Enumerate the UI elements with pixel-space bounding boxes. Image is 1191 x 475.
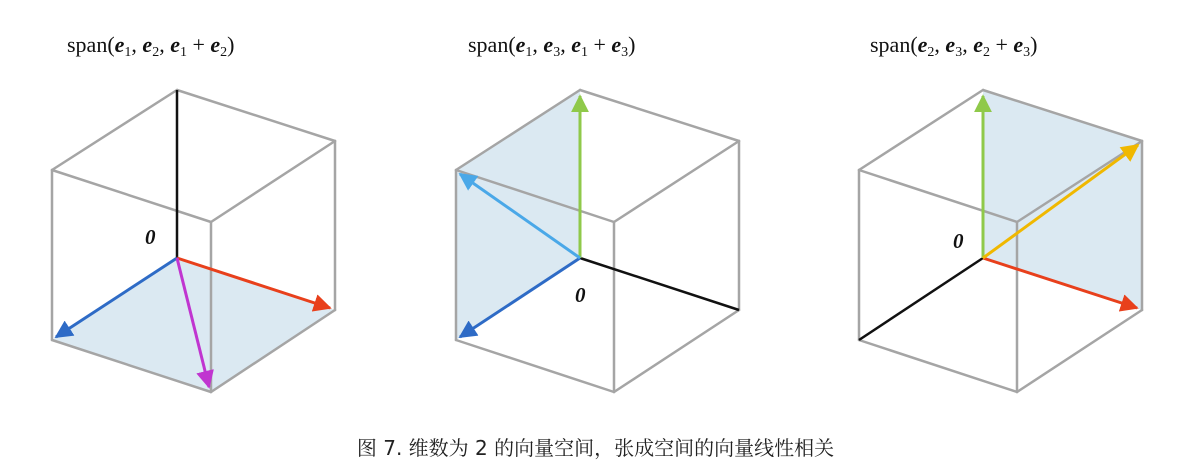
panel-2-title: span(e1, e3, e1 + e3) — [468, 32, 636, 60]
panel-1-title: span(e1, e2, e1 + e2) — [67, 32, 235, 60]
panel-3 — [859, 32, 1142, 392]
panel-1 — [52, 32, 335, 392]
panel-2-axis-2 — [580, 258, 739, 310]
figure-caption: 图 7. 维数为 2 的向量空间，张成空间的向量线性相关 — [356, 436, 835, 460]
panel-1-origin-label: 0 — [145, 225, 156, 249]
panel-3-axis-1 — [859, 258, 983, 340]
panel-3-title: span(e2, e3, e2 + e3) — [870, 32, 1038, 60]
panel-2 — [456, 32, 739, 392]
panel-2-origin-label: 0 — [575, 283, 586, 307]
panel-3-origin-label: 0 — [953, 229, 964, 253]
